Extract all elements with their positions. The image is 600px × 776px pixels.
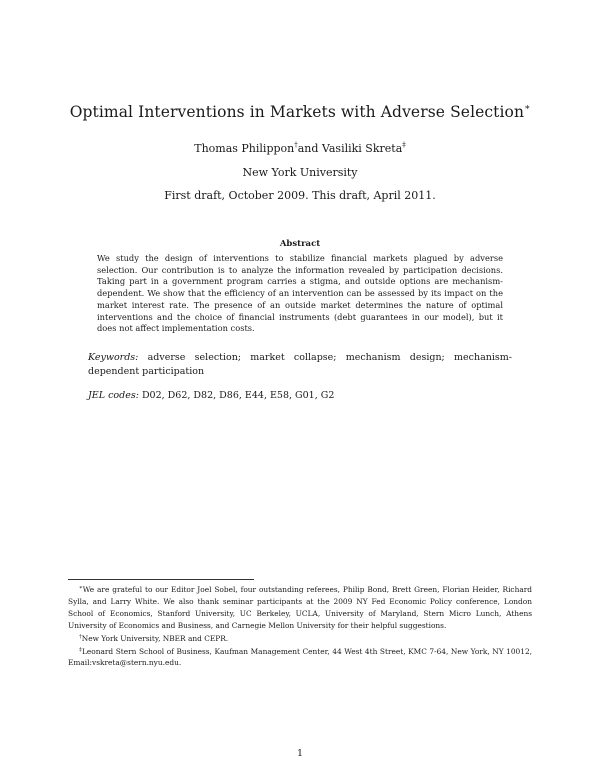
jel-codes — [88, 389, 512, 403]
footnote-text: New York University, NBER and CEPR. — [81, 633, 229, 643]
abstract-body: We study the design of interventions to stabilize financial markets plagued by adverse selection. Our contribution is to analyze the information revealed by participation decisions. Taking part in a government program carries a stigma, and outside options are mechanism-dependent. We show that the efficiency of an intervention can be assessed by its impact on the market interest rate. The presence of an outside market determines the nature of optimal interventions and the choice of financial instruments (debt guarantees in our model), but it does not affect implementation costs. — [97, 253, 503, 334]
footnote-rule — [68, 579, 254, 580]
keywords — [88, 351, 512, 379]
footnote-marker: ∗ — [79, 585, 83, 591]
author-skreta: and Vasiliki Skreta — [297, 142, 403, 155]
footnote-skreta — [68, 645, 532, 670]
footnote-text: Leonard Stern School of Business, Kaufman Management Center, 44 West 4th Street, KMC 7-64, New York, NY 10012, Email:vskreta@stern.nyu.edu. — [68, 646, 533, 668]
page-number: 1 — [296, 748, 304, 759]
jel-text: D02, D62, D82, D86, E44, E58, G01, G2 — [141, 390, 335, 401]
footnotes — [68, 583, 532, 669]
author1-footnote-marker: † — [294, 141, 298, 149]
footnote-text: We are grateful to our Editor Joel Sobel, four outstanding referees, Philip Bond, Brett Green, Florian Heider, Richard Sylla, and Larry White. We also thank seminar participants at the 2009 NY Fed Economic Policy conference, London School of Economics, Stanford University, UC Berkeley, UCLA, University of Maryland, Stern Micro Lunch, Athens University of Economics and Business, and Carnegie Mellon University for their helpful suggestions. — [68, 585, 532, 630]
footnote-philippon — [68, 632, 532, 645]
author-philippon: Thomas Philippon — [194, 142, 295, 155]
abstract-heading: Abstract — [279, 239, 321, 249]
footnote-acknowledgements — [68, 583, 532, 632]
jel-label: JEL codes: — [88, 390, 139, 401]
affiliation: New York University — [242, 166, 358, 179]
draft-dates: First draft, October 2009. This draft, April 2011. — [164, 189, 436, 202]
keywords-label: Keywords: — [88, 352, 139, 363]
paper-title — [0, 103, 600, 121]
footnote-marker: † — [79, 633, 82, 640]
title-footnote-marker: ∗ — [524, 103, 531, 113]
footnote-marker: ‡ — [79, 646, 82, 653]
author-line — [0, 141, 600, 155]
title-text: Optimal Interventions in Markets with Adverse Selection — [69, 103, 525, 121]
author2-footnote-marker: ‡ — [402, 141, 406, 149]
keywords-text: adverse selection; market collapse; mechanism design; mechanism-dependent participation — [88, 352, 512, 377]
